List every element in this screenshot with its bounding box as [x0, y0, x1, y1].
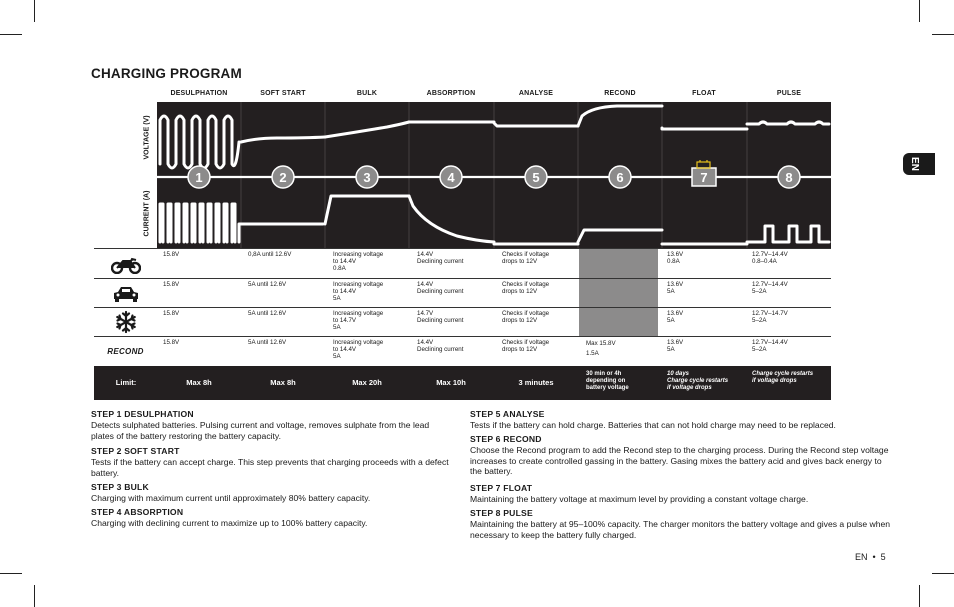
table-cell: Increasing voltage to 14.4V 5A [333, 281, 384, 303]
step-text: Detects sulphated batteries. Pulsing current and voltage, removes sulphate from the lead plates of the battery restoring the battery capacity. [91, 419, 430, 441]
table-cell: Increasing voltage to 14.4V 5A [333, 339, 384, 361]
step-number: 5 [532, 170, 540, 185]
table-cell: 5A until 12.6V [248, 310, 287, 317]
stage-header: SOFT START [260, 90, 306, 97]
step-description [91, 409, 451, 441]
step-description [470, 409, 895, 431]
step-description [91, 482, 451, 504]
crop-mark [0, 573, 22, 574]
current-curve-soft-start [239, 224, 323, 242]
recond-label: RECOND [107, 347, 144, 356]
table-row [94, 248, 831, 278]
voltage-curve-analyse [494, 123, 578, 126]
table-cell: Checks if voltage drops to 12V [502, 339, 550, 354]
current-curve-absorption [409, 196, 494, 242]
table-cell: 0,8A until 12.6V [248, 251, 292, 258]
current-axis-label: CURRENT (A) [143, 190, 151, 237]
step-number: 2 [279, 170, 287, 185]
step-number: 7 [700, 170, 708, 185]
step-heading: STEP 1 DESULPHATION [91, 409, 194, 419]
step-text: Maintaining the battery at 95–100% capacity. The charger monitors the battery voltage and gives a pulse when necessary to keep the battery fully charged. [470, 518, 891, 540]
step-description [91, 507, 451, 529]
table-cell: Checks if voltage drops to 12V [502, 310, 550, 325]
step-text: Choose the Recond program to add the Recond step to the charging process. During the Recond step voltage increases to create controlled gassing in the battery. Gasing mixes the battery acid and gives back energy to the battery. [470, 444, 889, 477]
crop-mark [932, 34, 954, 35]
step-heading: STEP 2 SOFT START [91, 446, 180, 456]
table-cell: 14.4V Declining current [417, 251, 464, 266]
stage-header: ANALYSE [518, 90, 554, 97]
step-number: 8 [785, 170, 793, 185]
table-row [94, 336, 831, 366]
step-heading: STEP 4 ABSORPTION [91, 507, 184, 517]
step-number: 6 [616, 170, 624, 185]
limit-label: Limit: [115, 378, 137, 387]
step-number: 4 [447, 170, 455, 185]
limit-value: Charge cycle restarts if voltage drops [752, 371, 814, 384]
step-heading: STEP 6 RECOND [470, 434, 542, 444]
stage-header: RECOND [604, 90, 636, 97]
crop-mark [34, 585, 35, 607]
stage-headers [157, 90, 831, 100]
table-cell: Checks if voltage drops to 12V [502, 251, 550, 266]
recond-label-cell [94, 337, 157, 366]
language-tab-label: EN [909, 157, 921, 171]
table-cell: Max 15.8V 1.5A [586, 340, 616, 357]
stage-header: BULK [356, 90, 378, 97]
table-cell: 15.8V [163, 339, 180, 346]
step-heading: STEP 7 FLOAT [470, 483, 533, 493]
table-cell: 14.4V Declining current [417, 281, 464, 296]
voltage-curve-pulse [747, 122, 829, 124]
crop-mark [919, 585, 920, 607]
step-heading: STEP 8 PULSE [470, 508, 533, 518]
table-cell: 5A until 12.6V [248, 339, 287, 346]
voltage-axis-label: VOLTAGE (V) [143, 115, 151, 160]
charging-graph [157, 102, 831, 248]
step-text: Charging with maximum current until approximately 80% battery capacity. [91, 492, 371, 503]
language-tab[interactable] [903, 153, 935, 175]
table-row [94, 307, 831, 336]
table-row [94, 278, 831, 307]
battery-icon [697, 160, 710, 168]
stage-header: PULSE [776, 90, 802, 97]
crop-mark [919, 0, 920, 22]
table-cell: 13.6V 5A [667, 281, 684, 296]
limit-value: 3 minutes [518, 378, 554, 387]
snowflake-icon [94, 308, 157, 336]
step-text: Tests if the battery can hold charge. Batteries that can not hold charge may need to be replaced. [470, 419, 836, 430]
voltage-curve-float [662, 128, 747, 129]
step-description [470, 434, 895, 477]
limit-value: Max 8h [186, 378, 212, 387]
crop-mark [932, 573, 954, 574]
current-curve-bulk [325, 196, 409, 224]
step-heading: STEP 3 BULK [91, 482, 149, 492]
step-description [470, 508, 895, 540]
voltage-curve-recond [578, 106, 662, 126]
current-curve-pulse [747, 226, 829, 242]
table-cell: 13.6V 5A [667, 339, 684, 354]
stage-header: DESULPHATION [170, 90, 228, 97]
table-cell: 14.7V Declining current [417, 310, 464, 325]
motorcycle-icon [94, 249, 157, 278]
limit-value: 30 min or 4h depending on battery voltage [586, 371, 629, 391]
table-cell: 15.8V [163, 251, 180, 258]
step-number: 3 [363, 170, 371, 185]
voltage-curve-soft-start [241, 137, 325, 142]
voltage-curve-bulk [325, 122, 409, 137]
step-text: Tests if the battery can accept charge. This step prevents that charging proceeds with a defect battery. [91, 456, 449, 478]
limit-value: 10 days Charge cycle restarts if voltage drops [667, 371, 729, 391]
step-description [470, 483, 895, 505]
limit-value: Max 8h [270, 378, 296, 387]
voltage-curve [160, 116, 239, 168]
crop-mark [0, 34, 22, 35]
step-text: Maintaining the battery voltage at maximum level by providing a constant voltage charge. [470, 493, 809, 504]
table-cell: 13.6V 5A [667, 310, 684, 325]
table-cell: 12.7V–14.4V 5–2A [752, 281, 788, 296]
page-footer: EN • 5 [855, 552, 886, 562]
limit-bar [94, 366, 831, 400]
step-description [91, 446, 451, 478]
stage-header: ABSORPTION [426, 90, 476, 97]
table-cell: 12.7V–14.7V 5–2A [752, 310, 788, 325]
table-cell: Checks if voltage drops to 12V [502, 281, 550, 296]
step-heading: STEP 5 ANALYSE [470, 409, 545, 419]
page-title: CHARGING PROGRAM [91, 66, 242, 81]
table-cell: 12.7V–14.4V 5–2A [752, 339, 788, 354]
table-cell: 5A until 12.6V [248, 281, 287, 288]
car-icon [94, 279, 157, 307]
step-number: 1 [195, 170, 203, 185]
limit-value: Max 20h [352, 378, 382, 387]
current-curve [160, 204, 235, 242]
limit-value: Max 10h [436, 378, 466, 387]
table-cell: 12.7V–14.4V 0.8–0.4A [752, 251, 788, 266]
stage-header: FLOAT [692, 90, 716, 97]
table-cell: Increasing voltage to 14.7V 5A [333, 310, 384, 332]
table-cell: 13.6V 0.8A [667, 251, 684, 266]
current-curve-recond [578, 230, 662, 242]
crop-mark [34, 0, 35, 22]
table-cell: 15.8V [163, 310, 180, 317]
table-cell: 15.8V [163, 281, 180, 288]
step-text: Charging with declining current to maximize up to 100% battery capacity. [91, 517, 368, 528]
table-cell: 14.4V Declining current [417, 339, 464, 354]
charging-graph-svg [157, 102, 831, 248]
table-cell: Increasing voltage to 14.4V 0.8A [333, 251, 384, 273]
